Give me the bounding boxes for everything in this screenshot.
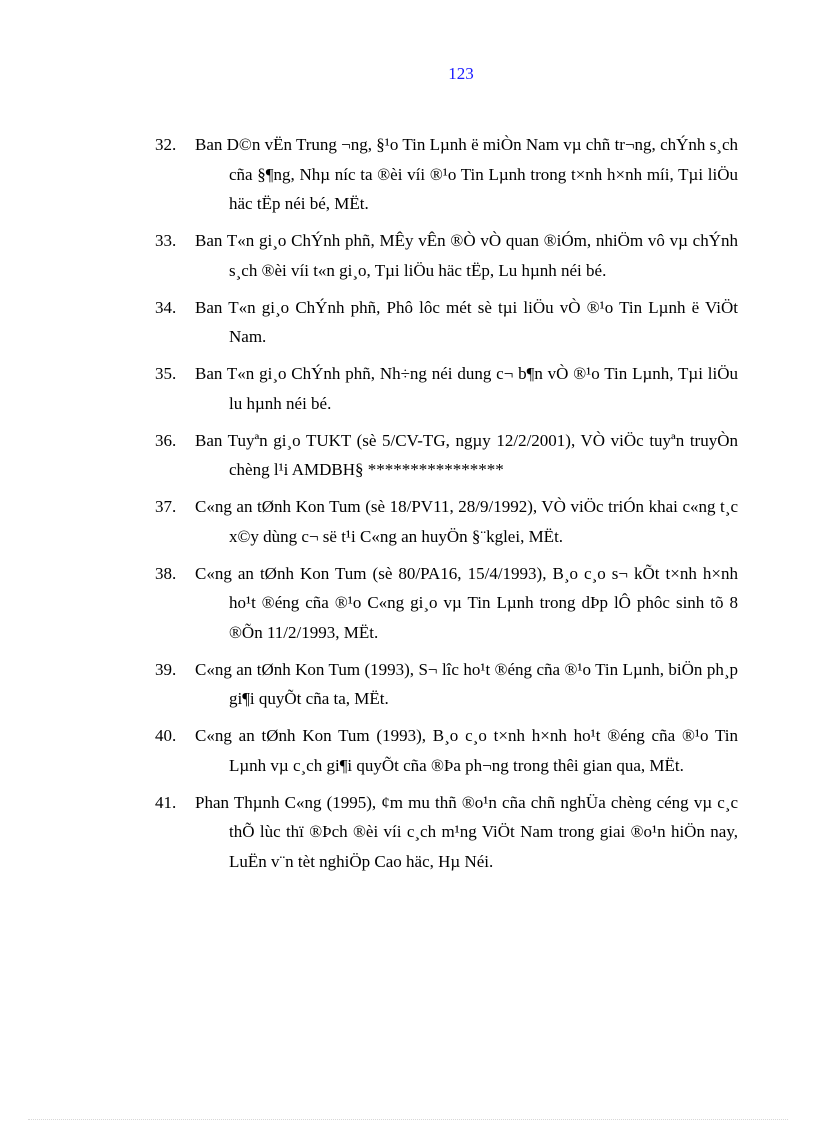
reference-list (155, 130, 738, 884)
page-bottom-rule (28, 1119, 788, 1120)
reference-text: Ban T«n gi¸o ChÝnh phñ, Nh÷ng néi dung c¬ b¶n vÒ ®¹o Tin Lµnh, Tµi liÖu lu hµnh néi bé. (195, 364, 738, 413)
reference-text: C«ng an tØnh Kon Tum (sè 18/PV11, 28/9/1992), VÒ viÖc triÓn khai c«ng t¸c x©y dùng c¬ së t¹i C«ng an huyÖn §¨kglei, MËt. (195, 497, 738, 546)
reference-number: 33. (155, 231, 177, 250)
reference-number: 38. (155, 563, 177, 583)
reference-text: C«ng an tØnh Kon Tum (1993), B¸o c¸o t×nh h×nh ho¹t ®éng cña ®¹o Tin Lµnh vµ c¸ch gi¶i quyÕt cña ®Þa ph¬ng trong thêi gian qua, MËt. (195, 726, 738, 775)
reference-item (155, 226, 738, 285)
reference-text: Phan Thµnh C«ng (1995), ¢m mu thñ ®o¹n cña chñ nghÜa chèng céng vµ c¸c thÕ lùc thï ®Þch ®èi víi c¸ch m¹ng ViÖt Nam trong giai ®o¹n hiÖn nay, LuËn v¨n tèt nghiÖp Cao häc, Hµ Néi. (195, 792, 738, 871)
reference-item (155, 721, 738, 780)
reference-number: 32. (155, 135, 177, 154)
page-number: 123 (448, 64, 474, 83)
reference-item (155, 788, 738, 877)
reference-item (155, 426, 738, 485)
reference-number: 41. (155, 792, 177, 812)
reference-item (155, 293, 738, 352)
reference-number: 35. (155, 364, 177, 383)
reference-text: C«ng an tØnh Kon Tum (sè 80/PA16, 15/4/1993), B¸o c¸o s¬ kÕt t×nh h×nh ho¹t ®éng cña ®¹o C«ng gi¸o vµ Tin Lµnh trong dÞp lÔ phôc sinh tõ 8 ®Õn 11/2/1993, MËt. (195, 563, 738, 642)
reference-text: Ban Tuyªn gi¸o TUKT (sè 5/CV-TG, ngµy 12/2/2001), VÒ viÖc tuyªn truyÒn chèng l¹i AMDBH§ **************** (195, 430, 738, 479)
reference-number: 39. (155, 659, 177, 679)
reference-number: 34. (155, 297, 177, 317)
reference-number: 40. (155, 726, 177, 745)
reference-text: C«ng an tØnh Kon Tum (1993), S¬ lîc ho¹t ®éng cña ®¹o Tin Lµnh, biÖn ph¸p gi¶i quyÕt cña ta, MËt. (195, 659, 738, 708)
reference-number: 37. (155, 497, 177, 516)
reference-item (155, 130, 738, 219)
reference-number: 36. (155, 430, 177, 450)
reference-text: Ban T«n gi¸o ChÝnh phñ, Phô lôc mét sè tµi liÖu vÒ ®¹o Tin Lµnh ë ViÖt Nam. (195, 297, 738, 346)
reference-item (155, 492, 738, 551)
reference-item (155, 559, 738, 648)
reference-text: Ban D©n vËn Trung ¬ng, §¹o Tin Lµnh ë miÒn Nam vµ chñ tr¬ng, chÝnh s¸ch cña §¶ng, Nhµ níc ta ®èi víi ®¹o Tin Lµnh trong t×nh h×nh míi, Tµi liÖu häc tËp néi bé, MËt. (195, 135, 738, 213)
reference-text: Ban T«n gi¸o ChÝnh phñ, MÊy vÊn ®Ò vÒ quan ®iÓm, nhiÖm vô vµ chÝnh s¸ch ®èi víi t«n gi¸o, Tµi liÖu häc tËp, Lu hµnh néi bé. (195, 231, 738, 280)
reference-item (155, 655, 738, 714)
reference-item (155, 359, 738, 418)
